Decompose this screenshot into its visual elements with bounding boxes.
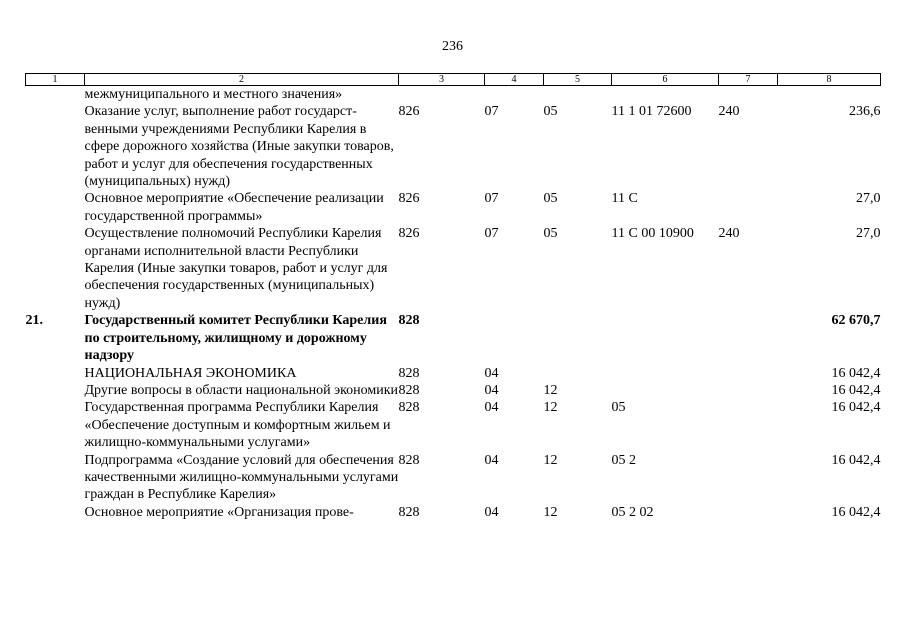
row-name: Оказание услуг, выполнение работ государственными учреждениями Республики Карелия в сфере дорожного хозяйства (Иные закупки товаров, работ и услуг для обеспечения государственных (муниципальных) нужд): [84, 104, 394, 190]
ministry-code: 828: [398, 365, 420, 381]
section-code: 04: [484, 365, 499, 381]
expense-type-code: [719, 312, 778, 364]
section-code: 04: [484, 400, 499, 416]
subsection-code: 12: [543, 504, 558, 520]
budget-table: [25, 73, 881, 521]
amount: 27,0: [856, 226, 881, 242]
row-name: Государственная программа Республики Карелия «Обеспечение доступным и комфортным жильем и жилищно-коммунальными услугами»: [84, 400, 391, 451]
subsection-code: [544, 86, 612, 104]
row-name: Другие вопросы в области национальной экономики: [84, 382, 399, 398]
section-code: [485, 86, 544, 104]
row-number: [26, 399, 85, 451]
target-article-code: [612, 382, 719, 399]
row-number: [26, 225, 85, 312]
table-row: [26, 382, 881, 399]
expense-type-code: [719, 190, 778, 225]
subsection-code: [544, 312, 612, 364]
target-article-code: 05 2: [611, 452, 636, 468]
subsection-code: 05: [543, 104, 558, 120]
row-name: Основное мероприятие «Организация прове-: [84, 504, 354, 520]
target-article-code: 05: [611, 400, 626, 416]
section-code: 07: [484, 191, 499, 207]
table-row: [26, 190, 881, 225]
subsection-code: 12: [543, 400, 558, 416]
table-row: [26, 365, 881, 382]
table-row: [26, 312, 881, 364]
ministry-code: 826: [398, 226, 420, 242]
expense-type-code: [719, 399, 778, 451]
table-row: [26, 225, 881, 312]
table-row: [26, 103, 881, 190]
subsection-code: 12: [543, 452, 558, 468]
ministry-code: 828: [398, 313, 420, 329]
column-number: 5: [544, 74, 612, 86]
column-number: 6: [612, 74, 719, 86]
ministry-code: 828: [398, 452, 420, 468]
row-name: Государственный комитет Республики Карелия по строительному, жилищному и дорожному надзору: [84, 313, 387, 364]
column-number: 8: [778, 74, 881, 86]
table-header: [26, 74, 881, 86]
amount: 16 042,4: [831, 504, 881, 520]
column-number: 1: [26, 74, 85, 86]
row-name: межмуниципального и местного значения»: [84, 87, 343, 102]
row-name: Осуществление полномочий Республики Карелия органами исполнительной власти Республики Карелия (Иные закупки товаров, работ и услуг для обеспечения государственных (муниципальных) нужд): [84, 226, 388, 311]
target-article-code: 05 2 02: [611, 504, 654, 520]
table-row: [26, 86, 881, 104]
amount: 27,0: [856, 191, 881, 207]
table-body: [26, 86, 881, 522]
section-code: [485, 312, 544, 364]
ministry-code: 826: [398, 191, 420, 207]
row-name: Подпрограмма «Создание условий для обеспечения качественными жилищно-коммунальными услугами граждан в Республике Карелия»: [84, 452, 399, 503]
target-article-code: 11 С 00 10900: [611, 226, 694, 242]
ministry-code: 828: [398, 382, 420, 398]
row-number: [26, 86, 85, 104]
subsection-code: 05: [543, 191, 558, 207]
target-article-code: [612, 365, 719, 382]
subsection-code: 05: [543, 226, 558, 242]
expense-type-code: 240: [718, 226, 740, 242]
target-article-code: [612, 86, 719, 104]
section-code: 04: [484, 452, 499, 468]
row-number: [26, 452, 85, 504]
table-row: [26, 452, 881, 504]
expense-type-code: [719, 86, 778, 104]
row-number: [26, 382, 85, 399]
table-row: [26, 504, 881, 521]
target-article-code: 11 С: [611, 191, 638, 207]
amount: 16 042,4: [831, 365, 881, 381]
column-number: 7: [719, 74, 778, 86]
amount: [778, 86, 881, 104]
row-number: [26, 103, 85, 190]
table-row: [26, 399, 881, 451]
section-code: 04: [484, 504, 499, 520]
amount: 16 042,4: [831, 452, 881, 468]
ministry-code: 826: [398, 104, 420, 120]
column-number: 2: [85, 74, 399, 86]
expense-type-code: 240: [718, 104, 740, 120]
row-number: [26, 190, 85, 225]
row-name: Основное мероприятие «Обеспечение реализации государственной программы»: [84, 191, 384, 224]
amount: 16 042,4: [831, 400, 881, 416]
amount: 16 042,4: [831, 382, 881, 398]
expense-type-code: [719, 382, 778, 399]
row-name: НАЦИОНАЛЬНАЯ ЭКОНОМИКА: [84, 365, 297, 381]
expense-type-code: [719, 365, 778, 382]
section-code: 04: [484, 382, 499, 398]
target-article-code: 11 1 01 72600: [611, 104, 692, 120]
target-article-code: [612, 312, 719, 364]
page-number: 236: [442, 39, 463, 54]
amount: 236,6: [849, 104, 881, 120]
section-code: 07: [484, 104, 499, 120]
expense-type-code: [719, 452, 778, 504]
row-number: [26, 504, 85, 521]
column-number: 3: [399, 74, 485, 86]
ministry-code: [399, 86, 485, 104]
amount: 62 670,7: [831, 313, 881, 329]
ministry-code: 828: [398, 504, 420, 520]
subsection-code: [544, 365, 612, 382]
ministry-code: 828: [398, 400, 420, 416]
row-number: 21.: [25, 313, 43, 329]
column-number: 4: [485, 74, 544, 86]
row-number: [26, 365, 85, 382]
subsection-code: 12: [543, 382, 558, 398]
section-code: 07: [484, 226, 499, 242]
expense-type-code: [719, 504, 778, 521]
column-number-row: [26, 74, 881, 86]
